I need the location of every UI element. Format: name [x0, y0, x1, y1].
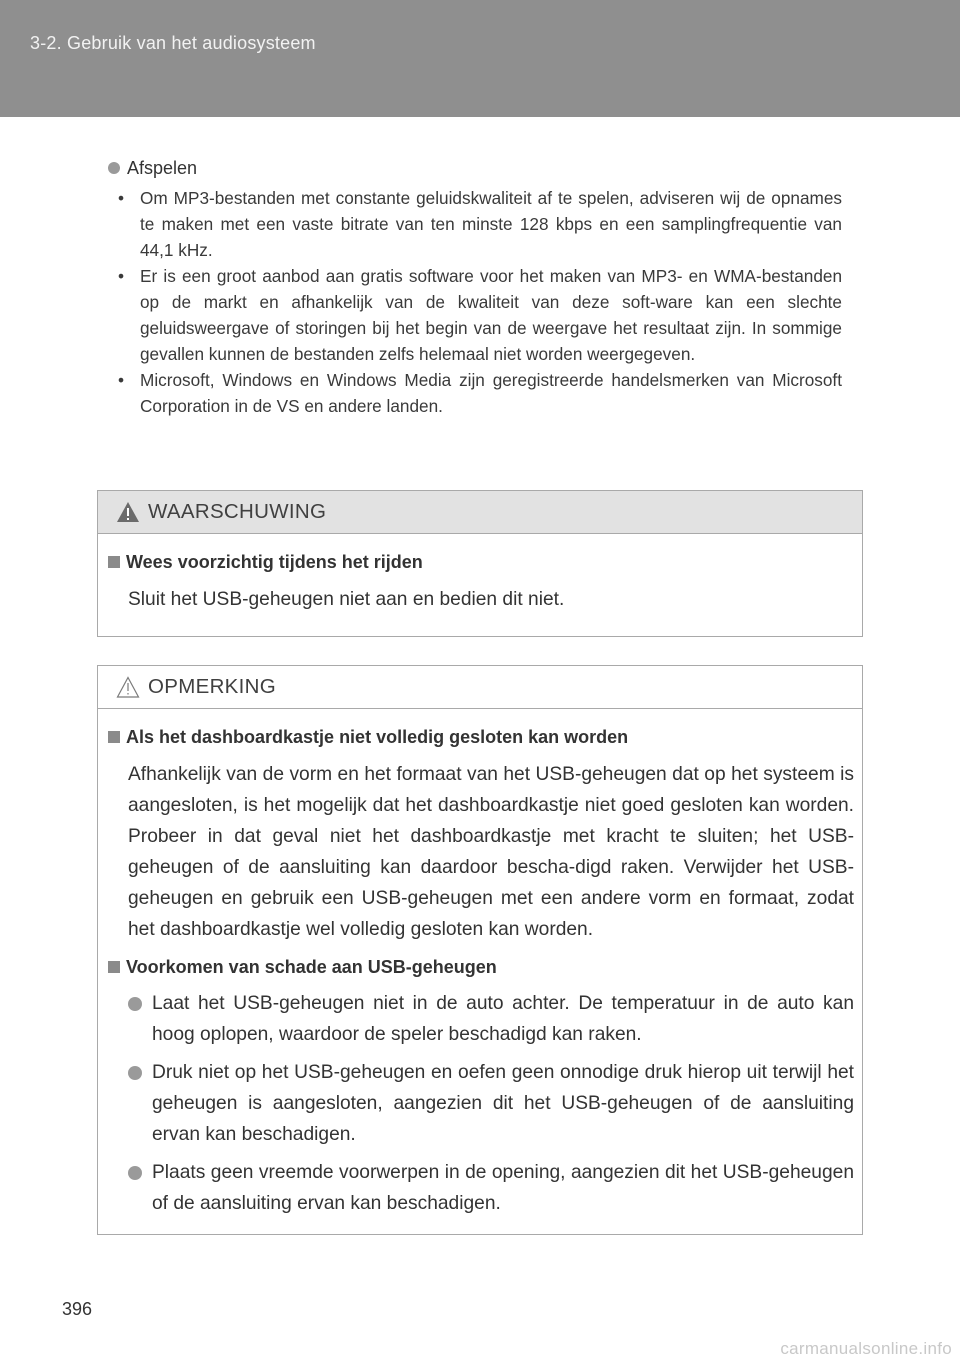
page-number: 396 [62, 1299, 93, 1319]
list-item: • Microsoft, Windows en Windows Media zijn geregistreerde handelsmerken van Microsoft Corporation in de VS en andere landen. [108, 367, 842, 419]
circle-bullet-icon [128, 997, 142, 1011]
note-header [98, 666, 862, 709]
list-item: Laat het USB-geheugen niet in de auto achter. De temperatuur in de auto kan hoog oplopen, waardoor de speler beschadigd kan raken. [128, 988, 854, 1050]
playback-list [108, 185, 842, 419]
page-header [0, 0, 960, 117]
warning-box [97, 490, 863, 637]
note-box [97, 665, 863, 1235]
warning-heading: Wees voorzichtig tijdens het rijden [108, 548, 854, 576]
watermark: carmanualsonline.info [780, 1339, 952, 1358]
note-heading-1: Als het dashboardkastje niet volledig gesloten kan worden [108, 723, 854, 751]
list-item: Druk niet op het USB-geheugen en oefen geen onnodige druk hierop uit terwijl het geheugen is aangesloten, aangezien dit het USB-geheugen of de aansluiting ervan kan beschadigen. [128, 1057, 854, 1150]
note-paragraph-1: Afhankelijk van de vorm en het formaat van het USB-geheugen dat op het systeem is aangesloten, is het mogelijk dat het dashboardkastje niet goed gesloten kan worden. Probeer in dat geval niet het dashboardkastje met kracht te sluiten; het USB-geheugen of de aansluiting kan daardoor bescha-digd raken. Verwijder het USB-geheugen en gebruik een USB-geheugen met een andere vorm en formaat, zodat het dashboardkastje wel volledig gesloten kan worden. [128, 764, 854, 940]
warning-text: Sluit het USB-geheugen niet aan en bedien dit niet. [128, 589, 565, 610]
warning-header [98, 491, 862, 534]
square-bullet-icon [108, 731, 120, 743]
bullet-icon: • [118, 188, 125, 208]
list-item: • Er is een groot aanbod aan gratis software voor het maken van MP3- en WMA-bestanden op de markt en afhankelijk van de kwaliteit van deze soft-ware kan een slechte geluidsweergave of storingen bij het begin van de weergave het resultaat zijn. In sommige gevallen kunnen de bestanden zelfs helemaal niet worden weergegeven. [108, 263, 842, 367]
playback-title: Afspelen [127, 157, 198, 178]
playback-heading [108, 155, 842, 181]
bullet-icon: • [118, 370, 125, 390]
note-heading-2: Voorkomen van schade aan USB-geheugen [108, 953, 854, 981]
caution-outline-icon [116, 676, 140, 698]
section-breadcrumb: 3-2. Gebruik van het audiosysteem [30, 33, 316, 53]
note-label: OPMERKING [148, 675, 276, 698]
square-bullet-icon [108, 961, 120, 973]
playback-section [108, 155, 842, 419]
circle-bullet-icon [128, 1166, 142, 1180]
bullet-icon: • [118, 266, 125, 286]
note-body [98, 709, 862, 1219]
warning-triangle-icon [116, 501, 140, 523]
warning-label: WAARSCHUWING [148, 500, 327, 523]
circle-bullet-icon [128, 1066, 142, 1080]
square-bullet-icon [108, 556, 120, 568]
circle-bullet-icon [108, 162, 120, 174]
list-item: Plaats geen vreemde voorwerpen in de opening, aangezien dit het USB-geheugen of de aansluiting ervan kan beschadigen. [128, 1157, 854, 1219]
warning-body [98, 534, 862, 615]
list-item: • Om MP3-bestanden met constante geluidskwaliteit af te spelen, adviseren wij de opnames te maken met een vaste bitrate van ten minste 128 kbps en een samplingfrequentie van 44,1 kHz. [108, 185, 842, 263]
